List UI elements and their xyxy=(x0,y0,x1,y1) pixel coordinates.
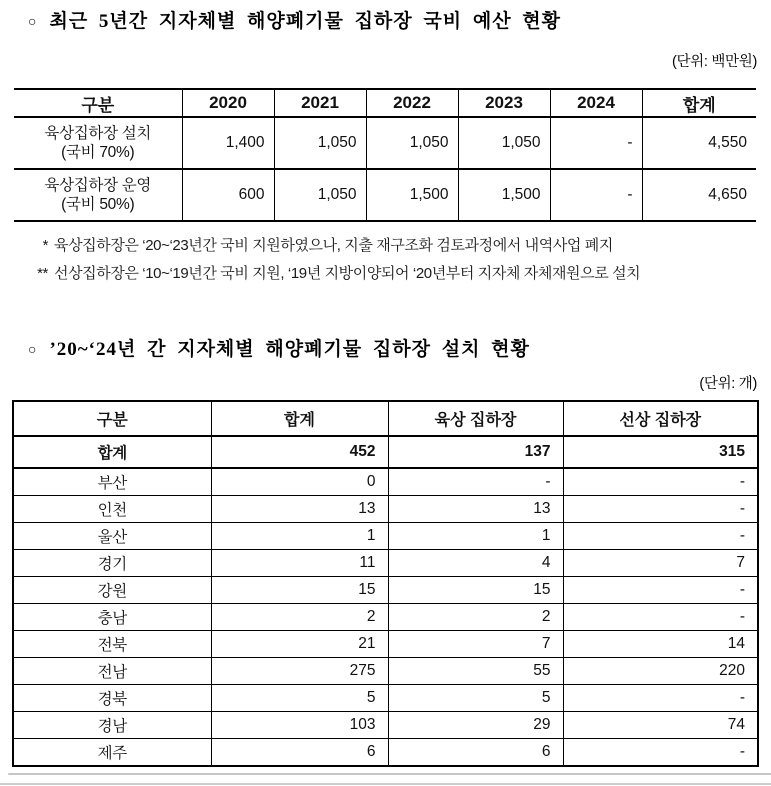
install-cell: 13 xyxy=(211,496,388,523)
install-row-label: 울산 xyxy=(13,523,211,550)
section1-unit-label: (단위: 백만원) xyxy=(671,54,757,70)
install-row-gangwon xyxy=(13,577,758,604)
install-cell: 137 xyxy=(388,436,563,468)
install-header-total: 합계 xyxy=(211,401,388,436)
install-header-gubun: 구분 xyxy=(13,401,211,436)
install-row-label: 전북 xyxy=(13,631,211,658)
budget-cell-total: 4,650 xyxy=(642,169,756,221)
install-cell: 275 xyxy=(211,658,388,685)
install-row-gyeongnam xyxy=(13,712,758,739)
install-cell: - xyxy=(563,739,758,767)
install-row-gyeongbuk xyxy=(13,685,758,712)
circle-bullet-icon: ○ xyxy=(28,343,37,358)
budget-header-total: 합계 xyxy=(642,89,756,117)
install-cell: 220 xyxy=(563,658,758,685)
install-cell: 0 xyxy=(211,468,388,496)
install-cell: 5 xyxy=(211,685,388,712)
install-cell: 6 xyxy=(211,739,388,767)
install-cell: - xyxy=(388,468,563,496)
section2-title xyxy=(28,334,771,368)
budget-cell: 1,500 xyxy=(366,169,458,221)
budget-row-install-label-line2: (국비 70%) xyxy=(61,144,135,161)
install-cell: 21 xyxy=(211,631,388,658)
install-row-jeonnam xyxy=(13,658,758,685)
budget-row-operate-label-line2: (국비 50%) xyxy=(61,196,135,213)
budget-header-2021: 2021 xyxy=(274,89,366,117)
budget-cell: 1,050 xyxy=(274,169,366,221)
install-cell: - xyxy=(563,604,758,631)
install-cell: 1 xyxy=(211,523,388,550)
installation-table-header-row xyxy=(13,401,758,436)
install-row-label: 경북 xyxy=(13,685,211,712)
install-cell: - xyxy=(563,523,758,550)
section2-title-text: ’20~‘24년 간 지자체별 해양폐기물 집하장 설치 현황 xyxy=(49,339,530,360)
install-header-land: 육상 집하장 xyxy=(388,401,563,436)
budget-cell: 1,400 xyxy=(182,117,274,169)
budget-header-2022: 2022 xyxy=(366,89,458,117)
install-cell: - xyxy=(563,685,758,712)
install-row-label: 강원 xyxy=(13,577,211,604)
budget-cell: 1,500 xyxy=(458,169,550,221)
section2-unit-label: (단위: 개) xyxy=(699,376,757,392)
budget-cell: 1,050 xyxy=(458,117,550,169)
footnote-2-marker: ** xyxy=(37,265,48,282)
budget-row-operate xyxy=(14,169,756,221)
install-row-label: 부산 xyxy=(13,468,211,496)
install-row-chungnam xyxy=(13,604,758,631)
budget-row-install-label-line1: 육상집하장 설치 xyxy=(44,124,152,142)
budget-cell: - xyxy=(550,169,642,221)
install-row-jeju xyxy=(13,739,758,767)
install-cell: 14 xyxy=(563,631,758,658)
budget-header-2020: 2020 xyxy=(182,89,274,117)
install-row-label: 충남 xyxy=(13,604,211,631)
install-cell: - xyxy=(563,468,758,496)
bottom-divider xyxy=(8,773,771,775)
budget-cell: 1,050 xyxy=(366,117,458,169)
circle-bullet-icon: ○ xyxy=(28,15,37,30)
install-row-jeonbuk xyxy=(13,631,758,658)
document-page xyxy=(0,6,771,786)
install-cell: 29 xyxy=(388,712,563,739)
bottom-divider xyxy=(0,783,771,785)
section1-title-text: 최근 5년간 지자체별 해양폐기물 집하장 국비 예산 현황 xyxy=(49,11,562,32)
footnote-2 xyxy=(0,260,771,288)
install-cell: 15 xyxy=(211,577,388,604)
install-cell: 11 xyxy=(211,550,388,577)
footnote-1-text: 육상집하장은 ‘20~‘23년간 국비 지원하였으나, 지출 재구조화 검토과정에서 내역사업 폐지 xyxy=(54,237,613,254)
footnotes xyxy=(0,232,771,288)
install-cell: - xyxy=(563,577,758,604)
install-row-ulsan xyxy=(13,523,758,550)
budget-header-2024: 2024 xyxy=(550,89,642,117)
install-cell: 1 xyxy=(388,523,563,550)
install-row-gyeonggi xyxy=(13,550,758,577)
footnote-1 xyxy=(0,232,771,260)
install-row-total-label: 합계 xyxy=(13,436,211,468)
install-cell: 7 xyxy=(563,550,758,577)
section1-title xyxy=(28,6,771,40)
budget-cell: 600 xyxy=(182,169,274,221)
install-cell: 15 xyxy=(388,577,563,604)
budget-row-install-label xyxy=(14,117,182,169)
budget-cell-total: 4,550 xyxy=(642,117,756,169)
budget-cell: 1,050 xyxy=(274,117,366,169)
budget-cell: - xyxy=(550,117,642,169)
install-cell: 7 xyxy=(388,631,563,658)
budget-row-install xyxy=(14,117,756,169)
budget-row-operate-label xyxy=(14,169,182,221)
install-cell: 5 xyxy=(388,685,563,712)
install-row-incheon xyxy=(13,496,758,523)
install-row-total xyxy=(13,436,758,468)
install-header-ship: 선상 집하장 xyxy=(563,401,758,436)
install-row-label: 경남 xyxy=(13,712,211,739)
install-row-label: 인천 xyxy=(13,496,211,523)
budget-table-header-row xyxy=(14,89,756,117)
install-cell: 2 xyxy=(388,604,563,631)
install-cell: 315 xyxy=(563,436,758,468)
footnote-1-marker: * xyxy=(42,237,48,254)
install-row-label: 전남 xyxy=(13,658,211,685)
budget-row-operate-label-line1: 육상집하장 운영 xyxy=(44,176,152,194)
install-cell: - xyxy=(563,496,758,523)
install-cell: 2 xyxy=(211,604,388,631)
install-cell: 6 xyxy=(388,739,563,767)
install-cell: 55 xyxy=(388,658,563,685)
footnote-2-text: 선상집하장은 ‘10~‘19년간 국비 지원, ‘19년 지방이양되어 ‘20년부터 지자체 자체재원으로 설치 xyxy=(54,265,641,282)
installation-table xyxy=(12,400,759,767)
install-cell: 4 xyxy=(388,550,563,577)
install-row-label: 경기 xyxy=(13,550,211,577)
install-cell: 74 xyxy=(563,712,758,739)
install-cell: 103 xyxy=(211,712,388,739)
budget-header-2023: 2023 xyxy=(458,89,550,117)
install-cell: 13 xyxy=(388,496,563,523)
budget-header-gubun: 구분 xyxy=(14,89,182,117)
install-row-busan xyxy=(13,468,758,496)
install-cell: 452 xyxy=(211,436,388,468)
install-row-label: 제주 xyxy=(13,739,211,767)
budget-table xyxy=(14,88,756,222)
